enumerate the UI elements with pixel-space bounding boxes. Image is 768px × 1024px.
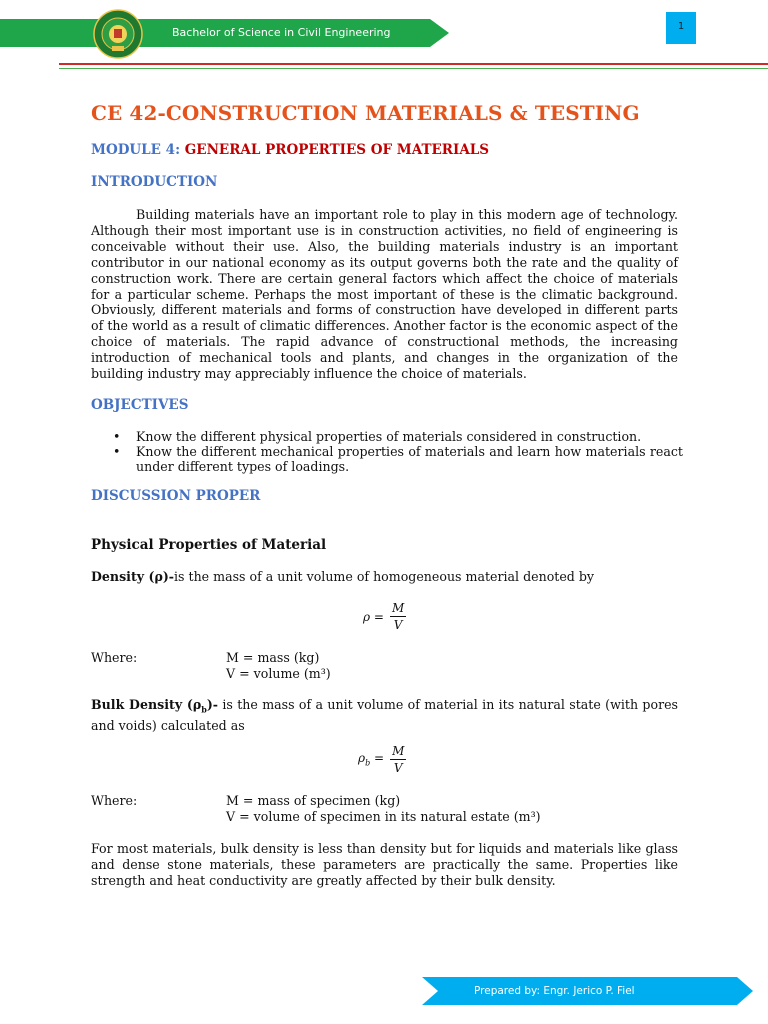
prepared-by: Prepared by: Engr. Jerico P. Fiel bbox=[474, 985, 635, 997]
bulk-density-term bbox=[91, 697, 219, 715]
bulk-density-formula bbox=[358, 744, 406, 775]
bulk-density-where-definitions bbox=[226, 793, 541, 824]
bulk-density-formula-lhs bbox=[358, 751, 384, 767]
bulk-density-definition bbox=[91, 697, 678, 734]
objective-item: • Know the different physical properties of materials considered in construction. bbox=[113, 429, 683, 444]
module-name: GENERAL PROPERTIES OF MATERIALS bbox=[184, 142, 490, 158]
bulk-density-denominator: V bbox=[393, 761, 403, 775]
header-banner bbox=[0, 19, 450, 47]
density-fraction bbox=[390, 601, 406, 632]
bulk-density-fraction bbox=[390, 744, 406, 775]
bulk-density-term-main: Bulk Density (ρ bbox=[91, 697, 202, 712]
bulk-density-term-end: )- bbox=[206, 697, 219, 712]
density-denominator: V bbox=[393, 618, 403, 632]
objectives-list bbox=[113, 429, 683, 475]
university-logo bbox=[93, 9, 143, 59]
bulk-density-formula-sub: b bbox=[365, 758, 371, 768]
page-number-badge bbox=[666, 12, 696, 44]
course-title: CE 42-CONSTRUCTION MATERIALS & TESTING bbox=[91, 101, 640, 125]
density-where-definitions bbox=[226, 650, 331, 681]
bulk-density-formula-rho: ρ bbox=[358, 751, 366, 766]
module-heading bbox=[91, 142, 489, 158]
bulk-density-where-label: Where: bbox=[91, 793, 138, 808]
module-label: MODULE 4 bbox=[91, 142, 176, 158]
discussion-heading: DISCUSSION PROPER bbox=[91, 488, 261, 504]
density-where-label: Where: bbox=[91, 650, 138, 665]
density-formula bbox=[363, 601, 406, 632]
page-number: 1 bbox=[677, 21, 685, 32]
density-text: is the mass of a unit volume of homogeneous material denoted by bbox=[174, 569, 595, 584]
physical-properties-subheading: Physical Properties of Material bbox=[91, 537, 327, 553]
footer-banner bbox=[422, 977, 754, 1005]
bulk-density-where-line: M = mass of specimen (kg) bbox=[226, 793, 401, 808]
density-term: Density (ρ)- bbox=[91, 569, 175, 584]
density-formula-lhs: ρ = bbox=[363, 609, 384, 624]
bulk-density-text: is the mass of a unit volume of material in its natural state (with pores and voids) calculated as bbox=[91, 697, 679, 734]
bulk-density-term-sub: b bbox=[201, 704, 207, 715]
bulk-density-where-line: V = volume of specimen in its natural estate (m³) bbox=[226, 808, 541, 824]
objectives-heading: OBJECTIVES bbox=[91, 397, 189, 413]
bulk-density-closing-text: For most materials, bulk density is less than density but for liquids and materials like glass and dense stone materials, these parameters are practically the same. Properties like strength and heat conductivity are greatly affected by their bulk density. bbox=[91, 841, 678, 888]
header-rule-red bbox=[59, 63, 768, 65]
density-where-line: V = volume (m³) bbox=[226, 665, 331, 681]
module-separator: : bbox=[175, 142, 185, 158]
objective-item: • Know the different mechanical properties of materials and learn how materials react under different types of loadings. bbox=[113, 444, 683, 474]
introduction-heading: INTRODUCTION bbox=[91, 174, 218, 190]
program-name: Bachelor of Science in Civil Engineering bbox=[172, 26, 391, 39]
header-rule-green bbox=[59, 68, 768, 69]
density-definition bbox=[91, 569, 594, 584]
density-numerator: M bbox=[391, 601, 405, 615]
density-where-line: M = mass (kg) bbox=[226, 650, 320, 665]
bulk-density-formula-eq: = bbox=[370, 751, 385, 766]
bulk-density-numerator: M bbox=[392, 744, 405, 758]
introduction-text: Building materials have an important role to play in this modern age of technology. Although their most important use is in construction activities, no field of engineering is conceivable without their use. Also, the building materials industry is an important contributor in our national economy as its output governs both the rate and the quality of construction work. There are certain general factors which affect the choice of materials for a particular scheme. Perhaps the most important of these is the climatic background. Obviously, different materials and forms of construction have developed in different parts of the world as a result of climatic differences. Another factor is the economic aspect of the choice of materials. The rapid advance of constructional methods, the increasing introduction of mechanical tools and plants, and changes in the organization of the building industry may appreciably influence the choice of materials. bbox=[91, 207, 678, 382]
